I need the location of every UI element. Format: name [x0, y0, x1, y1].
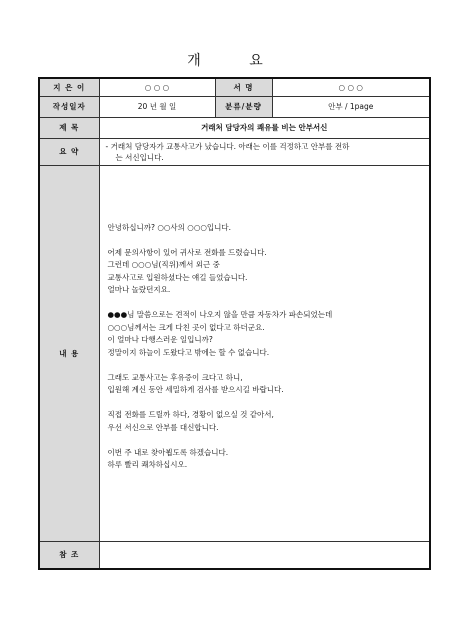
content-blank-line [108, 297, 422, 310]
content-blank-line [108, 434, 422, 447]
document-form-table [38, 77, 431, 570]
author-value[interactable]: ○ ○ ○ [99, 78, 215, 96]
subject-label: 제 목 [39, 117, 99, 138]
content-line: 하루 빨리 쾌차하십시오. [107, 460, 188, 469]
content-line: 교통사고로 입원하셨다는 얘길 들었습니다. [107, 272, 248, 282]
summary-line: - 거래처 담당자가 교통사고가 났습니다. 아래는 이를 걱정하고 안부를 전하 [105, 141, 350, 151]
page-title: 개 요 [187, 53, 285, 69]
content-line: 그런데 ○○○님(직위)께서 외근 중 [107, 260, 220, 269]
signature-value[interactable]: ○ ○ ○ [272, 78, 430, 96]
signature-label: 서 명 [215, 78, 272, 96]
content-line: 이번 주 내로 찾아뵙도록 하겠습니다. [107, 447, 229, 457]
date-value[interactable]: 20 년 월 일 [99, 96, 215, 117]
content-line: ○○○님께서는 크게 다친 곳이 없다고 하더군요. [107, 322, 265, 332]
content-line: 이 얼마나 다행스러운 일입니까? [107, 335, 213, 344]
summary-value[interactable] [99, 138, 430, 165]
content-line: 직접 전화를 드릴까 하다, 경황이 없으실 것 같아서, [107, 410, 274, 419]
category-label: 분류/분량 [215, 96, 272, 117]
content-line: 얼마나 놀랐던지요. [107, 285, 171, 294]
content-blank-line [108, 234, 422, 247]
content-line: 그래도 교통사고는 후유증이 크다고 하니, [107, 372, 243, 382]
summary-line: 는 서신입니다. [115, 152, 164, 162]
reference-label: 참 조 [39, 541, 99, 569]
content-line: 정말이지 하늘이 도왔다고 밖에는 할 수 없습니다. [107, 347, 270, 357]
content-line: 입원해 계신 동안 세밀하게 검사를 받으시길 바랍니다. [107, 385, 284, 394]
author-label: 지 은 이 [39, 78, 99, 96]
category-value[interactable]: 안부 / 1page [272, 96, 430, 117]
content-line: 우선 서신으로 안부를 대신합니다. [107, 422, 219, 432]
content-label: 내 용 [39, 165, 99, 541]
content-line: ●●●님 말씀으로는 견적이 나오지 않을 만큼 자동차가 파손되었는데 [107, 310, 333, 319]
content-line: 안녕하십니까? ○○사의 ○○○입니다. [107, 222, 232, 232]
date-label: 작성일자 [39, 96, 99, 117]
content-blank-line [108, 359, 422, 372]
summary-label: 요 약 [39, 138, 99, 165]
subject-value[interactable]: 거래처 담당자의 쾌유를 비는 안부서신 [99, 117, 430, 138]
content-body[interactable] [99, 165, 430, 541]
content-blank-line [108, 397, 422, 410]
reference-value[interactable] [99, 541, 430, 569]
content-line: 어제 문의사항이 있어 귀사로 전화를 드렸습니다. [107, 247, 267, 257]
